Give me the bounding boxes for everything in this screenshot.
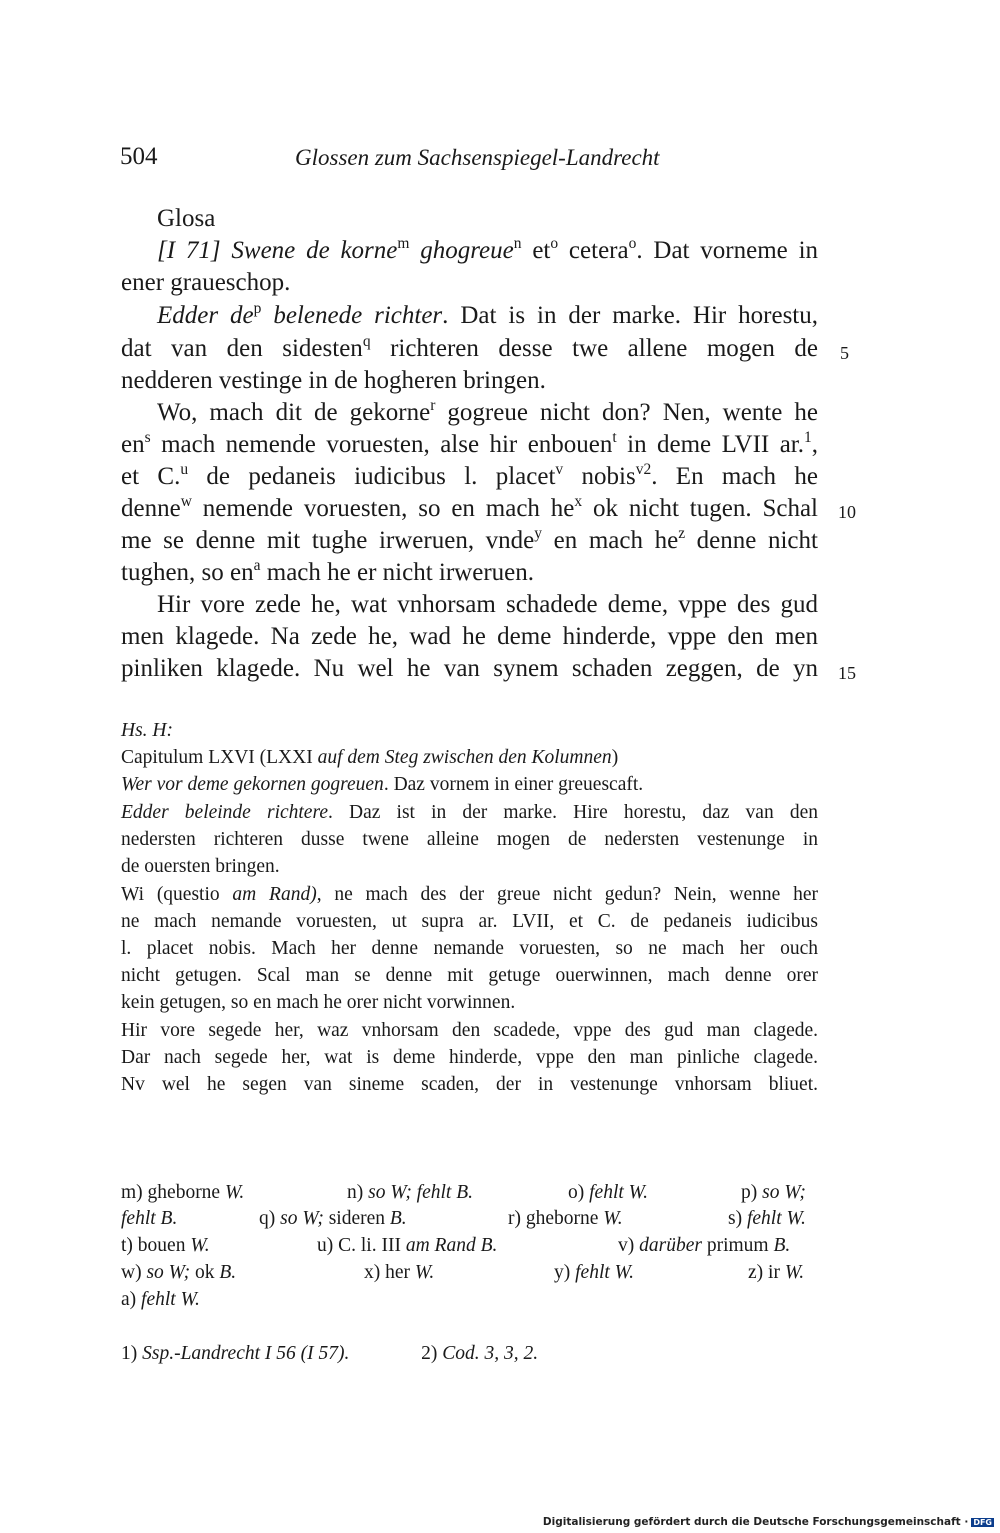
apparatus-note-o: o) fehlt W.: [568, 1182, 648, 1203]
apparatus-note-u: u) C. li. III am Rand B.: [317, 1235, 498, 1256]
line-number-5: 5: [840, 343, 849, 363]
line-number-15: 15: [838, 663, 856, 683]
apparatus-note-x: x) her W.: [364, 1262, 435, 1283]
apparatus-note-m: m) gheborne W.: [121, 1182, 245, 1203]
text-line-11: tughen, so $en^a$ mach he er nicht irweruen.: [121, 556, 535, 586]
text-line-7: $en^s$ mach nemende voruesten, alse hir enbouen$^t$ in deme LVII ar.$^1$,: [121, 428, 818, 458]
text-line-1: [I 71] Swene de korne$^m$ ghogreue$^n$ $et^o$ cetera$^o$. Dat vorneme in: [157, 234, 819, 264]
footnote-1: 1) Ssp.-Landrecht I 56 (I 57).: [121, 1343, 350, 1364]
apparatus-row-5: [121, 1287, 818, 1313]
text-line-13: men klagede. Na zede he, wad he deme hinderde, vppe den men: [121, 623, 818, 650]
hs-label: Hs. H:: [121, 720, 173, 741]
hs-line-12: Dar nach segede her, wat is deme hinderde, vppe den man pinliche clagede.: [121, 1047, 818, 1068]
footnote-2: 2) Cod. 3, 3, 2.: [421, 1343, 539, 1364]
hs-line-3: Edder beleinde richtere. Daz ist in der marke. Hire horestu, daz van den: [121, 802, 818, 823]
apparatus-row-2: [121, 1206, 818, 1232]
hs-line-1: Capitulum LXVI (LXXI auf dem Steg zwischen den Kolumnen): [121, 747, 619, 768]
text-line-10: me se denne mit tughe irweruen, vnde$^y$ en mach $he^z$ denne nicht: [121, 524, 818, 554]
apparatus-row-3: [121, 1233, 818, 1259]
hs-line-7: ne mach nemande voruesten, ut supra ar. LVII, et C. de pedaneis iudicibus: [121, 911, 819, 932]
digitization-credit: Digitalisierung gefördert durch die Deutsche Forschungsgemeinschaft · DFG: [542, 1516, 992, 1528]
apparatus-note-r: r) gheborne W.: [508, 1208, 623, 1229]
hs-line-6: Wi (questio am Rand), ne mach des der greue nicht gedun? Nein, wenne her: [121, 884, 818, 905]
text-line-3: Edder $de^p$ belenede richter. Dat is in der marke. Hir horestu,: [157, 299, 819, 329]
apparatus-note-p: p) so W;: [741, 1182, 806, 1203]
apparatus-note-t: t) bouen W.: [121, 1235, 210, 1256]
apparatus-row-4: [121, 1260, 818, 1286]
text-line-4: dat van den sidesten$^q$ richteren desse twe allene mogen de: [121, 332, 818, 362]
apparatus-note-y: y) fehlt W.: [554, 1262, 634, 1283]
hs-line-4: nedersten richteren dusse twene alleine mogen de nedersten vestenunge in: [121, 829, 818, 850]
apparatus-note-p-cont: fehlt B.: [121, 1208, 178, 1229]
hs-line-11: Hir vore segede her, waz vnhorsam den scadede, vppe des gud man clagede.: [121, 1020, 818, 1041]
text-line-8: et C.$^u$ de pedaneis iudicibus l. placet$^v$ nobis$^{v2}$. En mach he: [121, 460, 818, 490]
dfg-logo: DFG: [973, 1518, 992, 1527]
text-line-5: nedderen vestinge in de hogheren bringen.: [121, 367, 546, 394]
hs-line-10: kein getugen, so en mach he orer nicht vorwinnen.: [121, 992, 516, 1013]
hs-line-2: Wer vor deme gekornen gogreuen. Daz vornem in einer greuescaft.: [121, 774, 644, 795]
gloss-heading: Glosa: [157, 205, 216, 232]
apparatus-note-w: w) so W; ok B.: [121, 1262, 237, 1283]
text-line-14: pinliken klagede. Nu wel he van synem schaden zeggen, de yn: [121, 655, 818, 682]
text-line-12: Hir vore zede he, wat vnhorsam schadede deme, vppe des gud: [157, 591, 818, 618]
text-line-2: ener graueschop.: [121, 269, 291, 296]
apparatus-note-q: q) so W; sideren B.: [259, 1208, 407, 1229]
hs-line-5: de ouersten bringen.: [121, 856, 280, 877]
hs-line-8: l. placet nobis. Mach her denne nemande voruesten, so ne mach her ouch: [121, 938, 818, 959]
footnotes: [121, 1343, 538, 1365]
apparatus-note-n: n) so W; fehlt B.: [347, 1182, 474, 1203]
running-title: Glossen zum Sachsenspiegel-Landrecht: [295, 145, 660, 170]
line-number-10: 10: [838, 502, 856, 522]
text-line-9: denne$^w$ nemende voruesten, so en mach $he^x$ ok nicht tugen. Schal: [121, 492, 818, 522]
text-line-6: Wo, mach dit de gekorne$^r$ gogreue nicht don? Nen, wente he: [157, 396, 818, 426]
apparatus-note-a: a) fehlt W.: [121, 1289, 200, 1310]
page-number: 504: [120, 143, 158, 170]
apparatus-row-1: [121, 1180, 818, 1206]
hs-line-9: nicht getugen. Scal man se denne mit getuge ouerwinnen, mach denne orer: [121, 965, 818, 986]
apparatus-note-z: z) ir W.: [748, 1262, 805, 1283]
hs-line-13: Nv wel he segen van sineme scaden, der in vestenunge vnhorsam bliuet.: [121, 1074, 818, 1095]
apparatus-note-v: v) darüber primum B.: [618, 1235, 791, 1256]
apparatus-note-s: s) fehlt W.: [728, 1208, 806, 1229]
